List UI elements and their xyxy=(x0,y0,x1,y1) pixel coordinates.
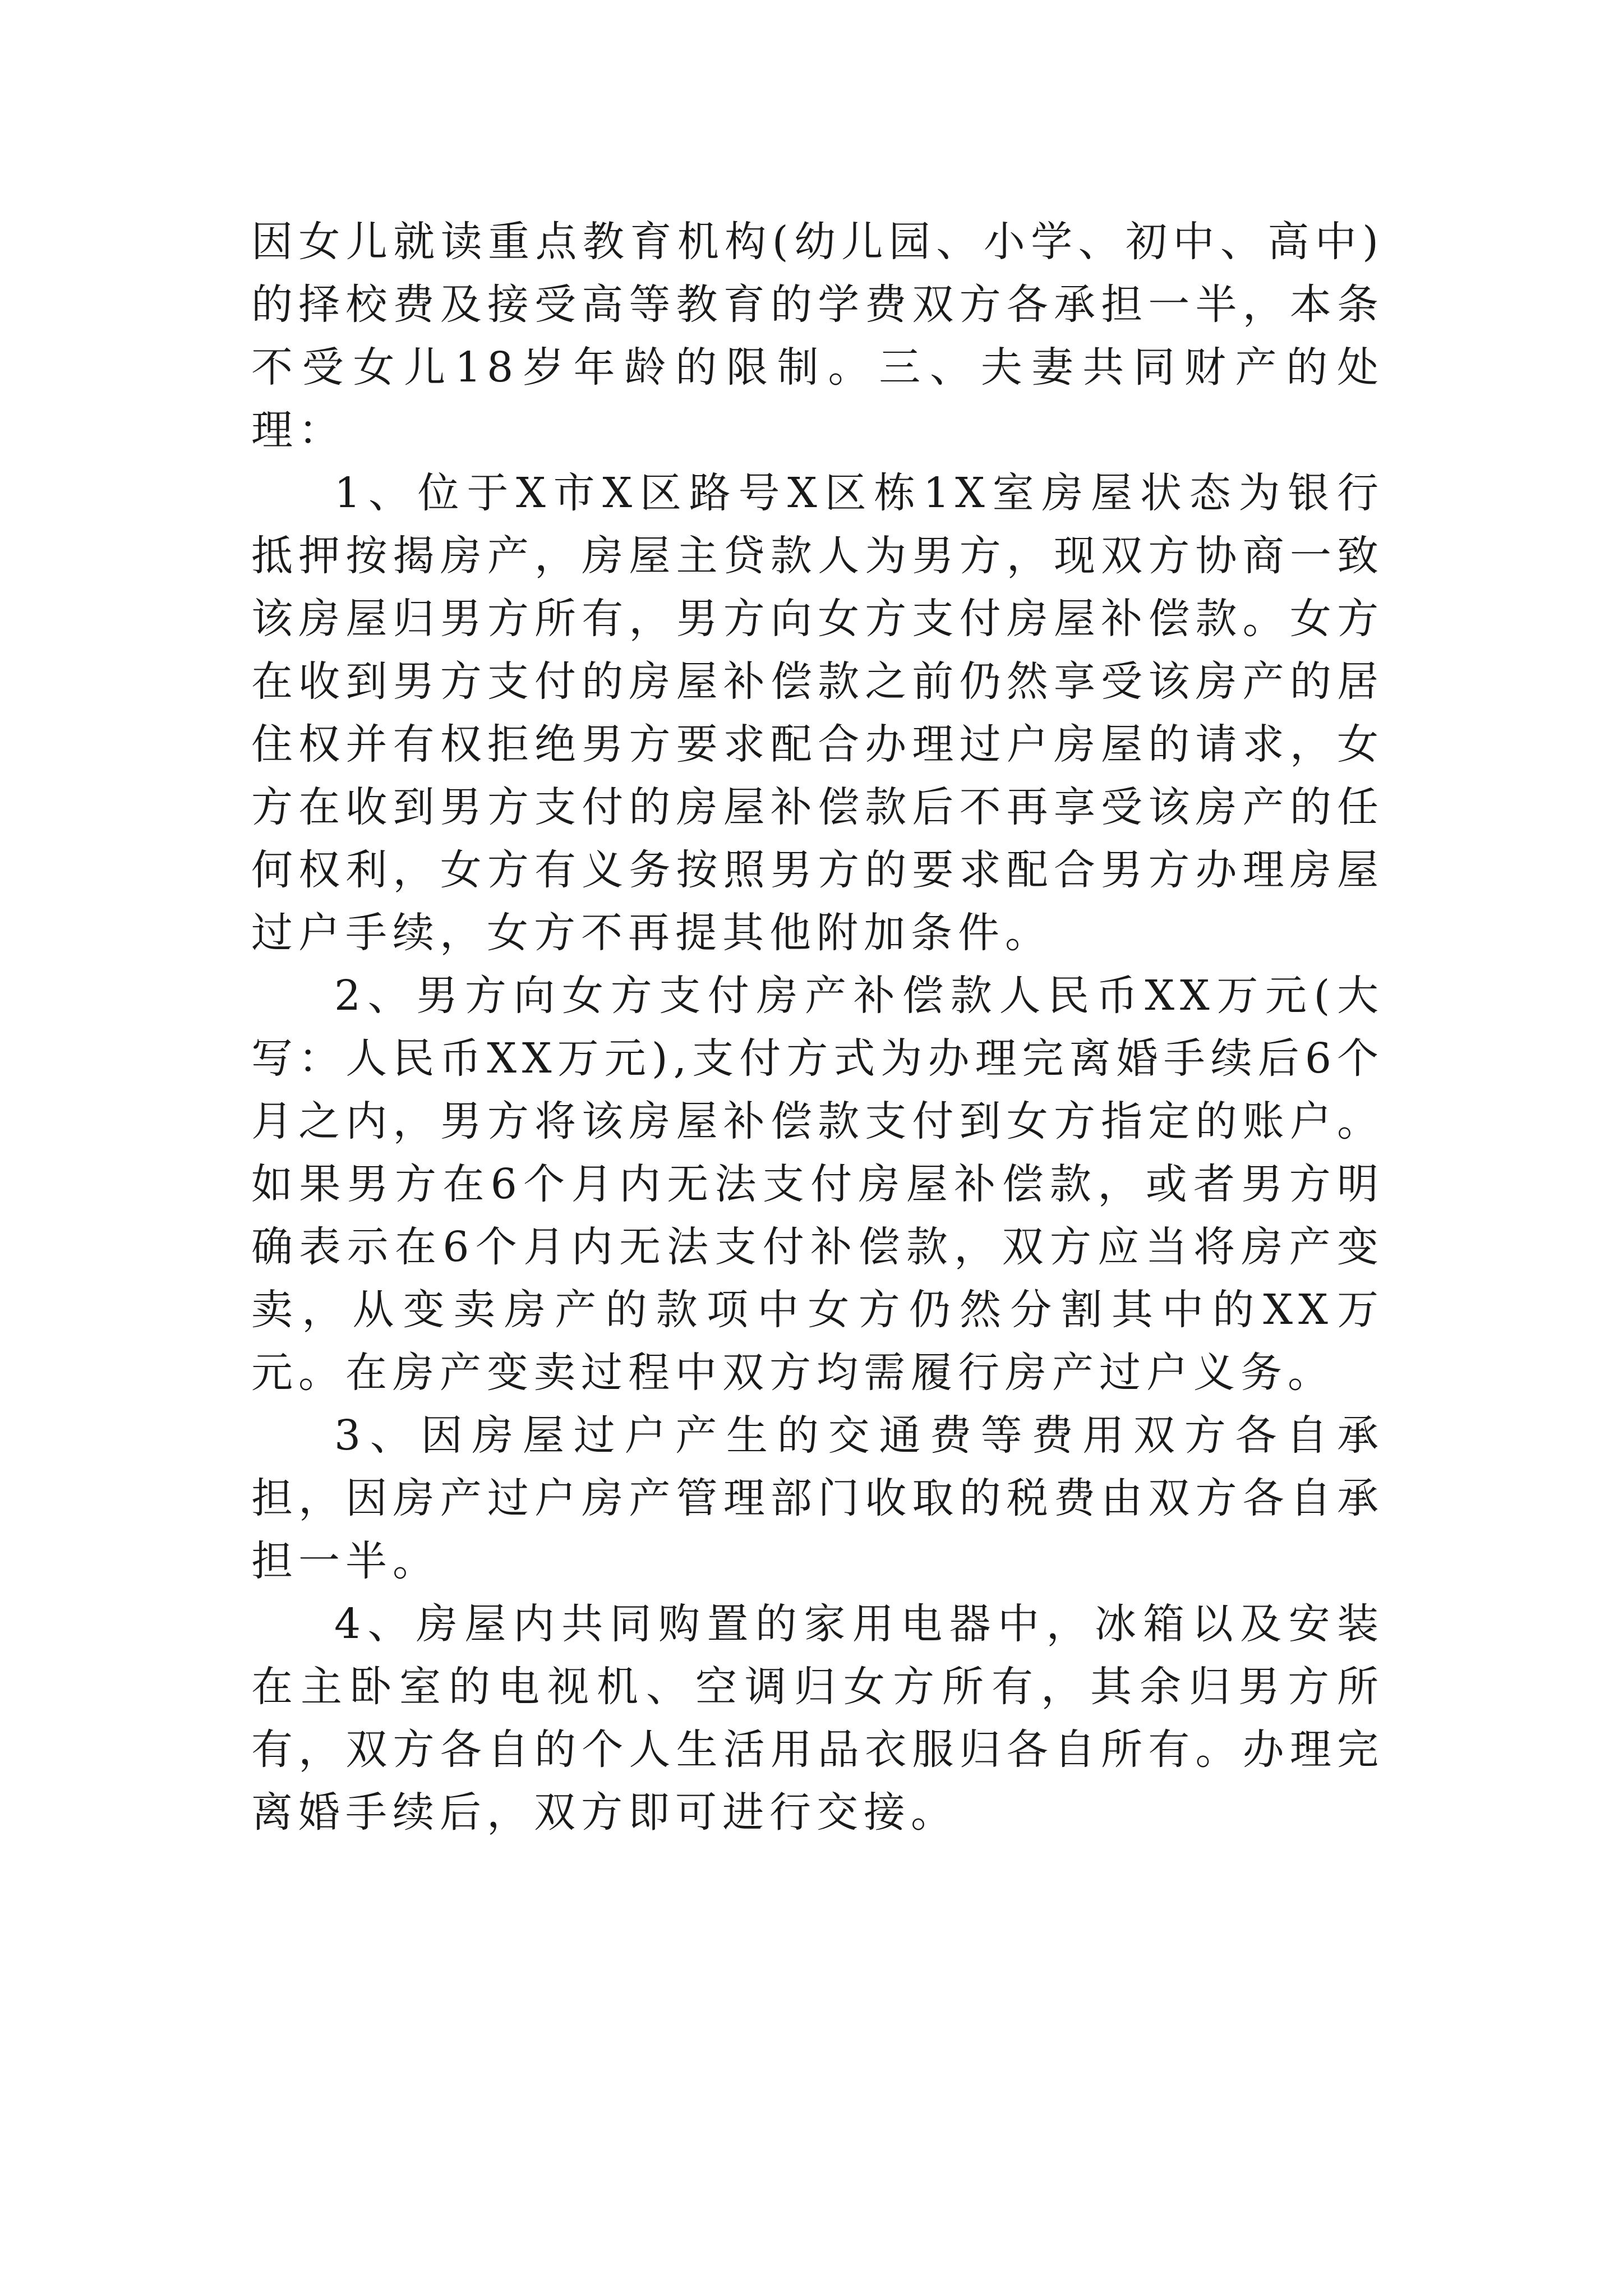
paragraph-clause-2: 2、男方向女方支付房产补偿款人民币XX万元(大写：人民币XX万元),支付方式为办理完离婚手续后6个月之内，男方将该房屋补偿款支付到女方指定的账户。如果男方在6个月内无法支付房屋补偿款，或者男方明确表示在6个月内无法支付补偿款，双方应当将房产变卖，从变卖房产的款项中女方仍然分割其中的XX万元。在房产变卖过程中双方均需履行房产过户义务。 xyxy=(251,972,1384,1397)
document-body xyxy=(251,210,1384,1844)
paragraph-clause-4: 4、房屋内共同购置的家用电器中，冰箱以及安装在主卧室的电视机、空调归女方所有，其余归男方所有，双方各自的个人生活用品衣服归各自所有。办理完离婚手续后，双方即可进行交接。 xyxy=(251,1600,1384,1837)
paragraph-clause-1: 1、位于X市X区路号X区栋1X室房屋状态为银行抵押按揭房产，房屋主贷款人为男方，现双方协商一致该房屋归男方所有，男方向女方支付房屋补偿款。女方在收到男方支付的房屋补偿款之前仍然享受该房产的居住权并有权拒绝男方要求配合办理过户房屋的请求，女方在收到男方支付的房屋补偿款后不再享受该房产的任何权利，女方有义务按照男方的要求配合男方办理房屋过户手续，女方不再提其他附加条件。 xyxy=(251,469,1384,957)
paragraph-continuation: 因女儿就读重点教育机构(幼儿园、小学、初中、高中)的择校费及接受高等教育的学费双方各承担一半，本条不受女儿18岁年龄的限制。三、夫妻共同财产的处理： xyxy=(251,218,1384,454)
paragraph-clause-3: 3、因房屋过户产生的交通费等费用双方各自承担，因房产过户房产管理部门收取的税费由双方各自承担一半。 xyxy=(251,1411,1384,1585)
